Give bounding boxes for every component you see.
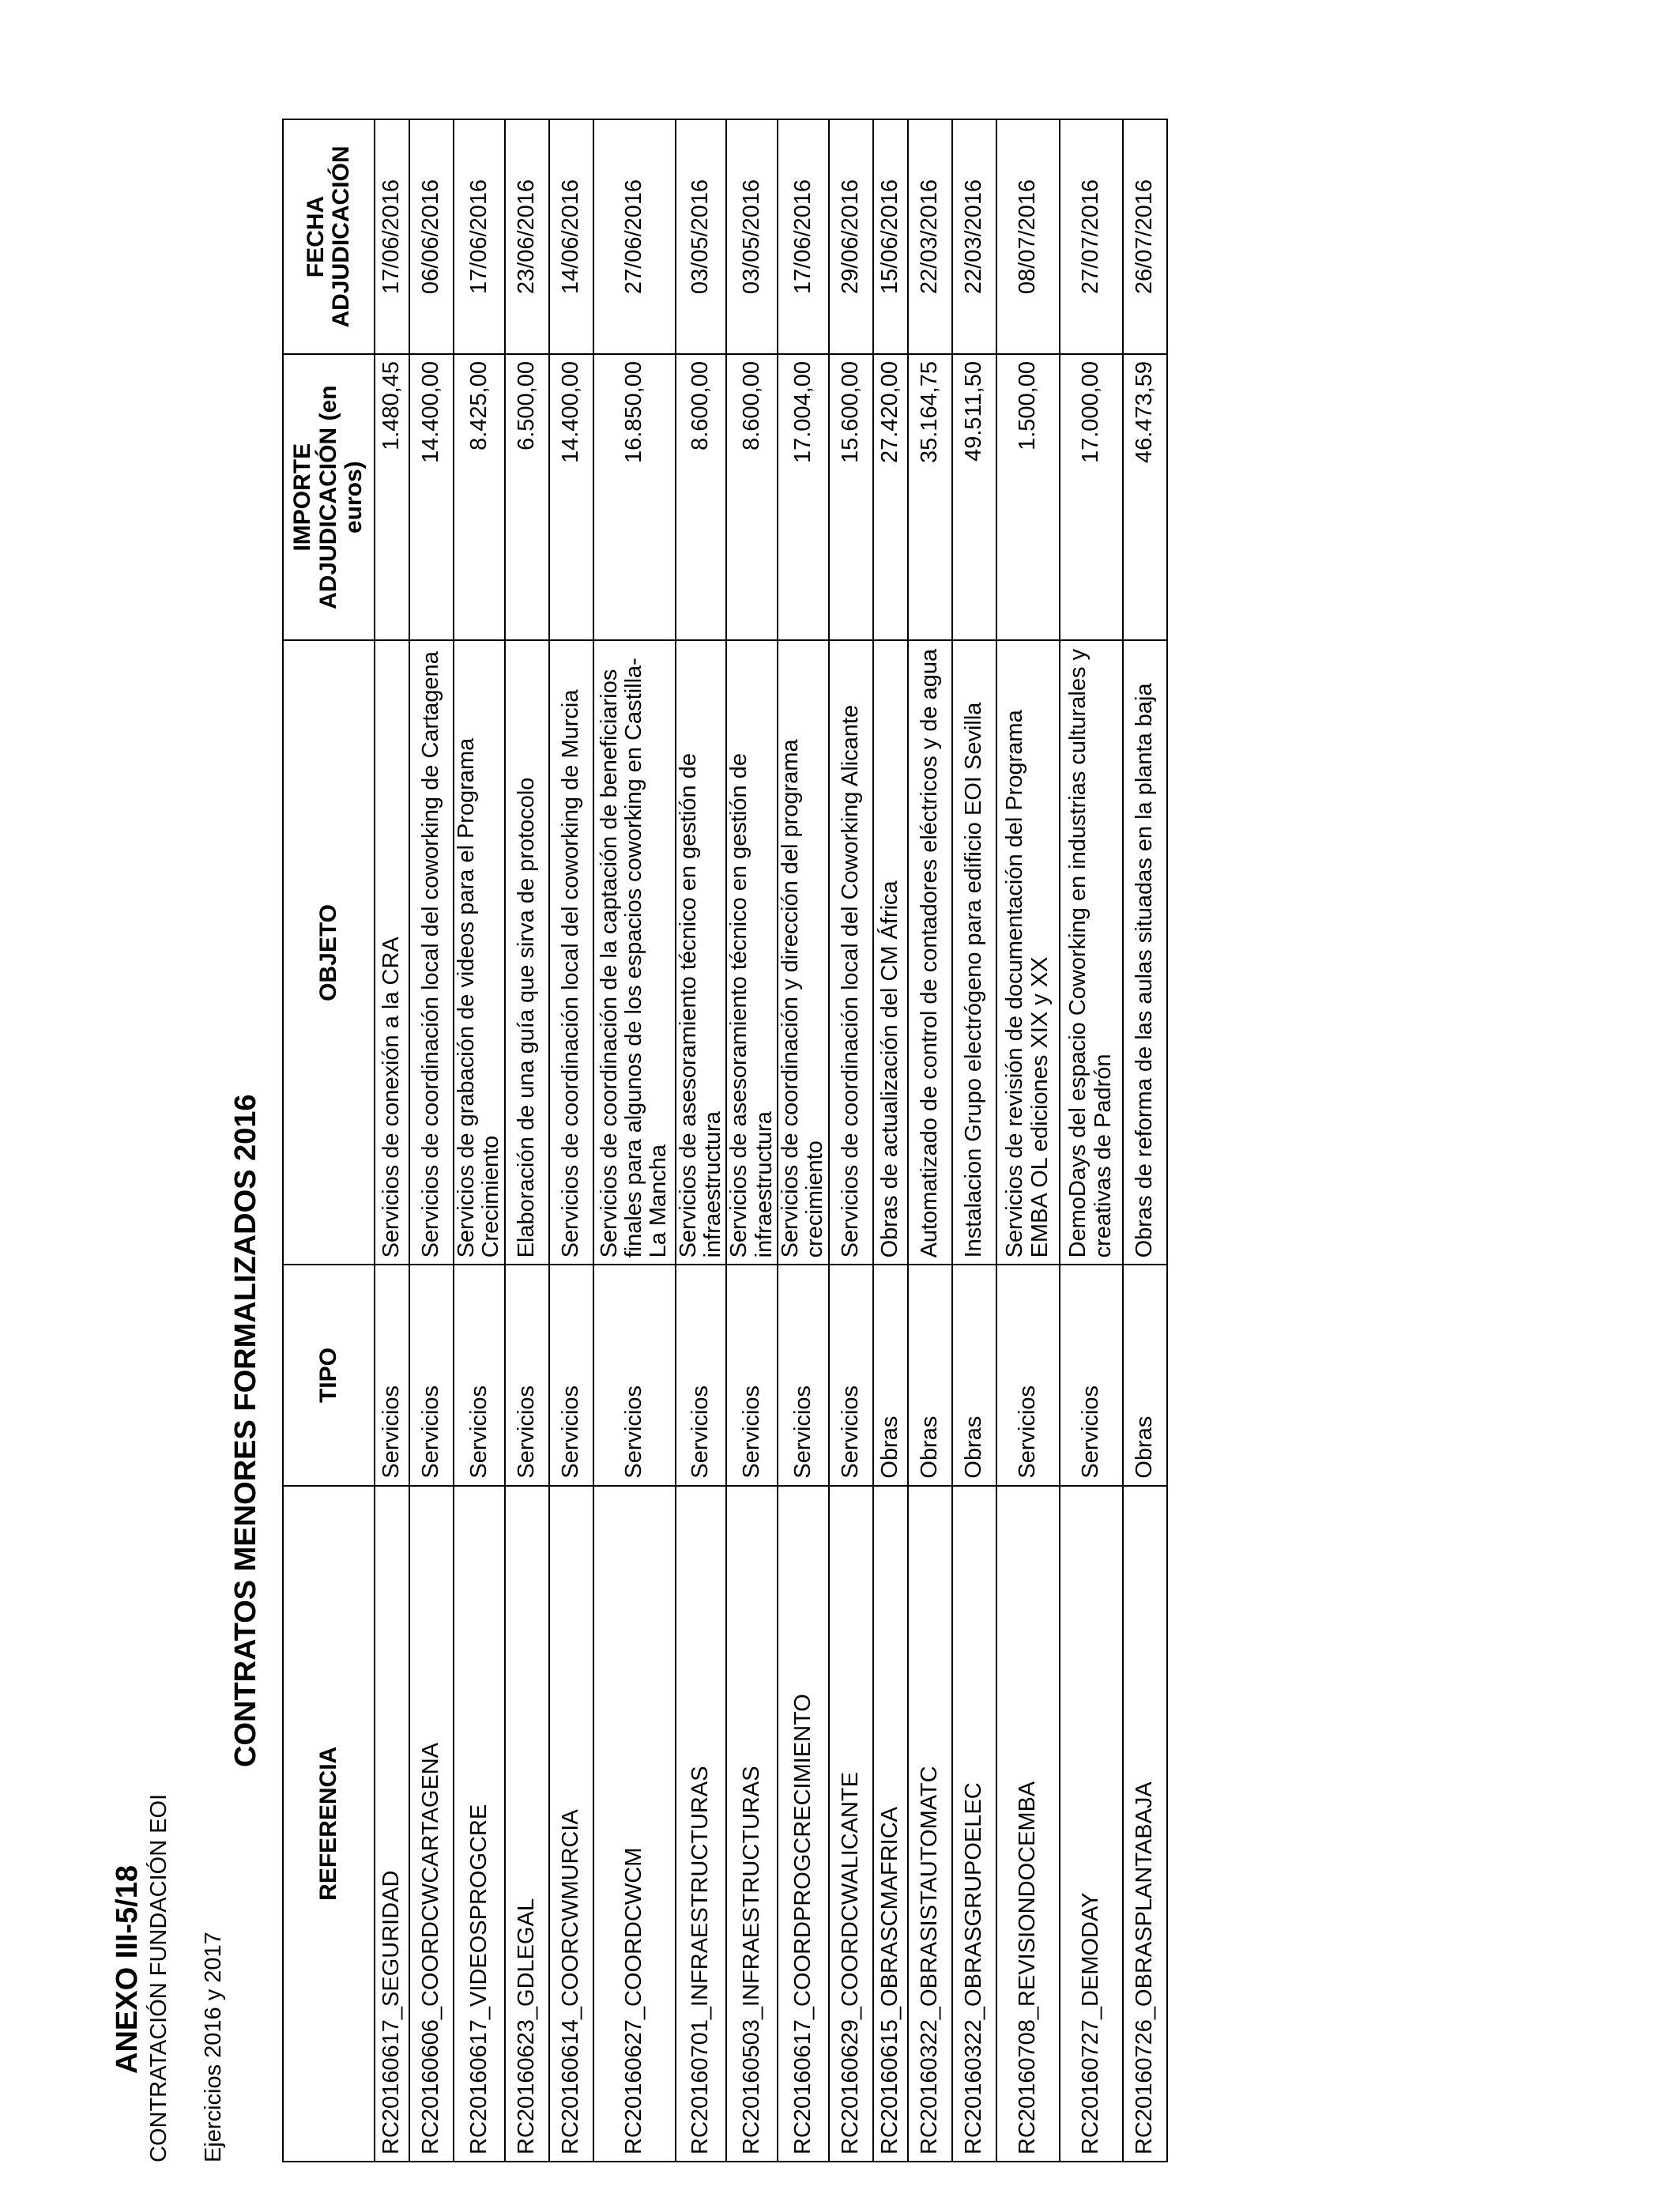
- cell-tipo: Servicios: [375, 1265, 409, 1485]
- cell-importe: 8.600,00: [726, 354, 778, 640]
- table-row: [908, 119, 952, 2162]
- table-row: [952, 119, 996, 2162]
- cell-tipo: Obras: [1123, 1265, 1167, 1485]
- cell-referencia: RC20160629_COORDCWALICANTE: [829, 1486, 873, 2162]
- column-header-importe: IMPORTE ADJUDICACIÓN (en euros): [283, 354, 375, 640]
- cell-objeto: Servicios de asesoramiento técnico en gestión de infraestructura: [676, 640, 727, 1265]
- table-row: [409, 119, 454, 2162]
- cell-importe: 8.425,00: [454, 354, 505, 640]
- cell-referencia: RC20160726_OBRASPLANTABAJA: [1123, 1486, 1167, 2162]
- cell-tipo: Servicios: [829, 1265, 873, 1485]
- cell-referencia: RC20160322_OBRASISTAUTOMATC: [908, 1486, 952, 2162]
- cell-referencia: RC20160701_INFRAESTRUCTURAS: [676, 1486, 727, 2162]
- table-header-row: [283, 119, 375, 2162]
- cell-importe: 16.850,00: [593, 354, 676, 640]
- cell-importe: 8.600,00: [676, 354, 727, 640]
- cell-objeto: Servicios de asesoramiento técnico en gestión de infraestructura: [726, 640, 778, 1265]
- column-header-objeto: OBJETO: [283, 640, 375, 1265]
- cell-referencia: RC20160615_OBRASCMAFRICA: [873, 1486, 908, 2162]
- cell-fecha: 03/05/2016: [726, 119, 778, 354]
- cell-fecha: 17/06/2016: [375, 119, 409, 354]
- table-row: [593, 119, 676, 2162]
- cell-referencia: RC20160614_COORCWMURCIA: [549, 1486, 593, 2162]
- cell-objeto: Servicios de revisión de documentación del Programa EMBA OL ediciones XIX y XX: [996, 640, 1060, 1265]
- cell-importe: 27.420,00: [873, 354, 908, 640]
- cell-tipo: Servicios: [996, 1265, 1060, 1485]
- cell-fecha: 15/06/2016: [873, 119, 908, 354]
- column-header-fecha: FECHA ADJUDICACIÓN: [283, 119, 375, 354]
- table-body: [375, 119, 1167, 2162]
- cell-objeto: Elaboración de una guía que sirva de protocolo: [505, 640, 549, 1265]
- cell-fecha: 17/06/2016: [778, 119, 829, 354]
- table-row: [778, 119, 829, 2162]
- period-header: Ejercicios 2016 y 2017: [201, 1932, 226, 2162]
- cell-tipo: Servicios: [726, 1265, 778, 1485]
- contracts-table: [282, 119, 1168, 2162]
- cell-importe: 14.400,00: [409, 354, 454, 640]
- table-row: [873, 119, 908, 2162]
- cell-objeto: Servicios de coordinación de la captación de beneficiarios finales para algunos de los espacios coworking en Castilla-La Mancha: [593, 640, 676, 1265]
- cell-fecha: 22/03/2016: [908, 119, 952, 354]
- cell-referencia: RC20160708_REVISIONDOCEMBA: [996, 1486, 1060, 2162]
- column-header-tipo: TIPO: [283, 1265, 375, 1485]
- cell-objeto: Obras de reforma de las aulas situadas en la planta baja: [1123, 640, 1167, 1265]
- table-row: [454, 119, 505, 2162]
- cell-tipo: Obras: [873, 1265, 908, 1485]
- cell-referencia: RC20160617_SEGURIDAD: [375, 1486, 409, 2162]
- cell-objeto: Instalacion Grupo electrógeno para edificio EOI Sevilla: [952, 640, 996, 1265]
- cell-tipo: Servicios: [505, 1265, 549, 1485]
- table-row: [1123, 119, 1167, 2162]
- table-row: [676, 119, 727, 2162]
- cell-referencia: RC20160617_COORDPROGCRECIMIENTO: [778, 1486, 829, 2162]
- cell-objeto: Servicios de coordinación local del coworking de Murcia: [549, 640, 593, 1265]
- table-row: [375, 119, 409, 2162]
- table-row: [726, 119, 778, 2162]
- cell-fecha: 26/07/2016: [1123, 119, 1167, 354]
- column-header-referencia: REFERENCIA: [283, 1486, 375, 2162]
- cell-objeto: Automatizado de control de contadores eléctricos y de agua: [908, 640, 952, 1265]
- cell-importe: 15.600,00: [829, 354, 873, 640]
- cell-referencia: RC20160623_GDLEGAL: [505, 1486, 549, 2162]
- cell-importe: 1.480,45: [375, 354, 409, 640]
- cell-fecha: 17/06/2016: [454, 119, 505, 354]
- cell-tipo: Servicios: [549, 1265, 593, 1485]
- cell-tipo: Servicios: [409, 1265, 454, 1485]
- document-title: CONTRATOS MENORES FORMALIZADOS 2016: [229, 1094, 262, 1767]
- cell-importe: 17.000,00: [1060, 354, 1123, 640]
- cell-fecha: 22/03/2016: [952, 119, 996, 354]
- cell-objeto: Servicios de coordinación local del Coworking Alicante: [829, 640, 873, 1265]
- cell-fecha: 23/06/2016: [505, 119, 549, 354]
- cell-referencia: RC20160617_VIDEOSPROGCRE: [454, 1486, 505, 2162]
- cell-tipo: Obras: [952, 1265, 996, 1485]
- cell-tipo: Servicios: [778, 1265, 829, 1485]
- cell-fecha: 27/06/2016: [593, 119, 676, 354]
- cell-importe: 14.400,00: [549, 354, 593, 640]
- cell-objeto: Servicios de coordinación local del coworking de Cartagena: [409, 640, 454, 1265]
- table-row: [829, 119, 873, 2162]
- cell-objeto: Servicios de grabación de videos para el Programa Crecimiento: [454, 640, 505, 1265]
- annex-label: ANEXO III-5/18: [111, 1865, 144, 2074]
- cell-tipo: Servicios: [593, 1265, 676, 1485]
- table-row: [549, 119, 593, 2162]
- cell-importe: 17.004,00: [778, 354, 829, 640]
- cell-fecha: 03/05/2016: [676, 119, 727, 354]
- cell-fecha: 08/07/2016: [996, 119, 1060, 354]
- cell-importe: 49.511,50: [952, 354, 996, 640]
- cell-fecha: 06/06/2016: [409, 119, 454, 354]
- table-row: [1060, 119, 1123, 2162]
- cell-referencia: RC20160627_COORDCWCM: [593, 1486, 676, 2162]
- cell-importe: 46.473,59: [1123, 354, 1167, 640]
- cell-tipo: Servicios: [454, 1265, 505, 1485]
- cell-referencia: RC20160606_COORDCWCARTAGENA: [409, 1486, 454, 2162]
- cell-importe: 35.164,75: [908, 354, 952, 640]
- cell-objeto: Servicios de conexión a la CRA: [375, 640, 409, 1265]
- cell-objeto: DemoDays del espacio Coworking en industrias culturales y creativas de Padrón: [1060, 640, 1123, 1265]
- table-row: [505, 119, 549, 2162]
- cell-fecha: 14/06/2016: [549, 119, 593, 354]
- cell-fecha: 29/06/2016: [829, 119, 873, 354]
- cell-tipo: Obras: [908, 1265, 952, 1485]
- cell-importe: 1.500,00: [996, 354, 1060, 640]
- cell-importe: 6.500,00: [505, 354, 549, 640]
- cell-referencia: RC20160322_OBRASGRUPOELEC: [952, 1486, 996, 2162]
- table-row: [996, 119, 1060, 2162]
- cell-referencia: RC20160727_DEMODAY: [1060, 1486, 1123, 2162]
- cell-referencia: RC20160503_INFRAESTRUCTURAS: [726, 1486, 778, 2162]
- cell-tipo: Servicios: [1060, 1265, 1123, 1485]
- cell-objeto: Servicios de coordinación y dirección del programa crecimiento: [778, 640, 829, 1265]
- organization-header: CONTRATACIÓN FUNDACIÓN EOI: [146, 1793, 171, 2162]
- cell-fecha: 27/07/2016: [1060, 119, 1123, 354]
- cell-tipo: Servicios: [676, 1265, 727, 1485]
- cell-objeto: Obras de actualización del CM África: [873, 640, 908, 1265]
